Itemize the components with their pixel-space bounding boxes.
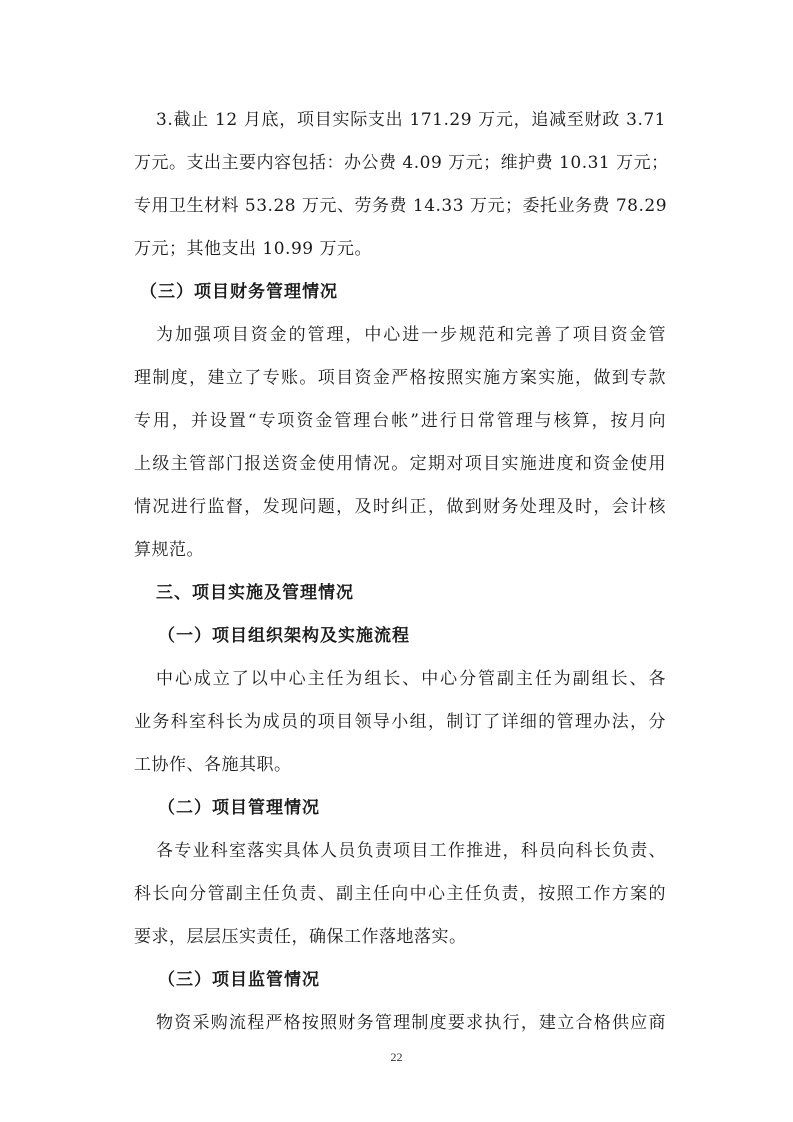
section-heading: （三）项目财务管理情况 bbox=[140, 282, 338, 302]
paragraph-line: 专用，并设置“专项资金管理台帐”进行日常管理与核算，按月向 bbox=[134, 411, 666, 431]
paragraph-line: 3.截止 12 月底，项目实际支出 171.29 万元，追减至财政 3.71 bbox=[156, 110, 666, 130]
paragraph-line: 为加强项目资金的管理，中心进一步规范和完善了项目资金管 bbox=[156, 325, 666, 345]
paragraph-line: 中心成立了以中心主任为组长、中心分管副主任为副组长、各 bbox=[156, 669, 666, 689]
section-heading: （一）项目组织架构及实施流程 bbox=[158, 626, 410, 646]
paragraph-line: 专用卫生材料 53.28 万元、劳务费 14.33 万元；委托业务费 78.29 bbox=[134, 196, 668, 216]
section-heading: （三）项目监管情况 bbox=[158, 970, 320, 990]
section-heading: （二）项目管理情况 bbox=[158, 798, 320, 818]
paragraph-line: 算规范。 bbox=[134, 540, 204, 560]
paragraph-line: 万元。支出主要内容包括：办公费 4.09 万元；维护费 10.31 万元； bbox=[134, 153, 669, 173]
paragraph-line: 情况进行监督，发现问题，及时纠正，做到财务处理及时，会计核 bbox=[134, 497, 666, 517]
paragraph-line: 万元；其他支出 10.99 万元。 bbox=[134, 239, 372, 259]
paragraph-line: 工协作、各施其职。 bbox=[134, 755, 292, 775]
paragraph-line: 物资采购流程严格按照财务管理制度要求执行，建立合格供应商 bbox=[156, 1013, 666, 1033]
paragraph-line: 上级主管部门报送资金使用情况。定期对项目实施进度和资金使用 bbox=[134, 454, 666, 474]
page-number: 22 bbox=[390, 1050, 403, 1064]
paragraph-line: 科长向分管副主任负责、副主任向中心主任负责，按照工作方案的 bbox=[134, 884, 666, 904]
chapter-heading: 三、项目实施及管理情况 bbox=[156, 583, 354, 603]
paragraph-line: 要求，层层压实责任，确保工作落地落实。 bbox=[134, 927, 467, 947]
paragraph-line: 各专业科室落实具体人员负责项目工作推进，科员向科长负责、 bbox=[156, 841, 666, 861]
paragraph-line: 业务科室科长为成员的项目领导小组，制订了详细的管理办法，分 bbox=[134, 712, 666, 732]
paragraph-line: 理制度，建立了专账。项目资金严格按照实施方案实施，做到专款 bbox=[134, 368, 666, 388]
